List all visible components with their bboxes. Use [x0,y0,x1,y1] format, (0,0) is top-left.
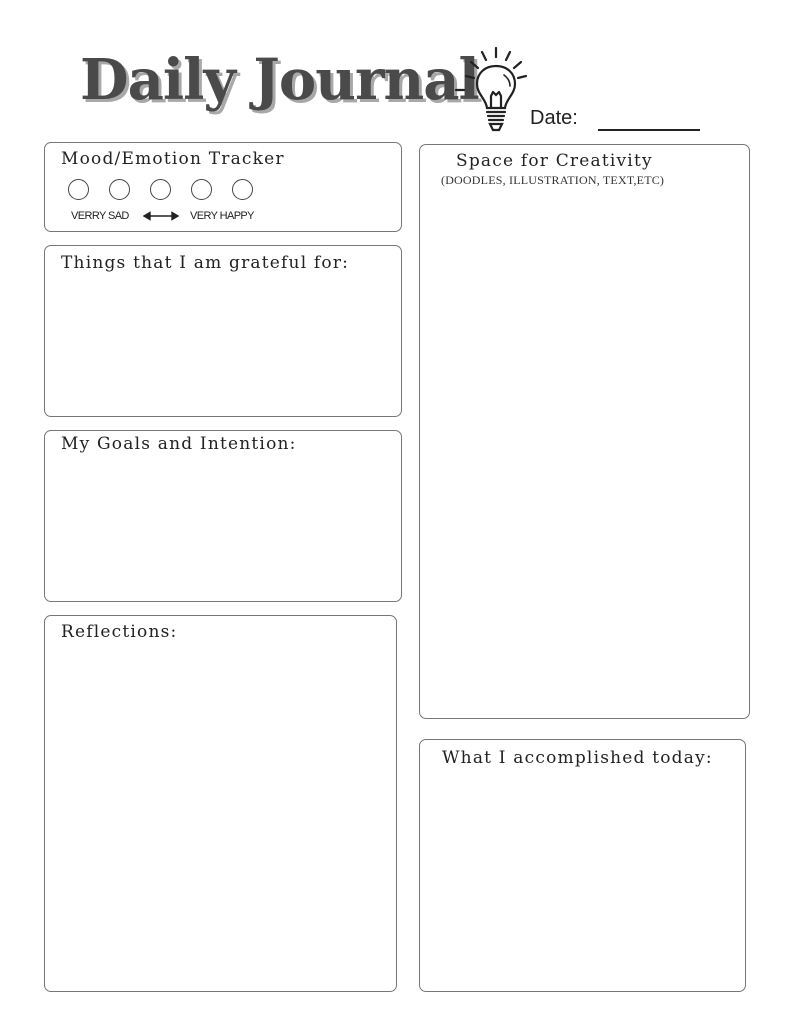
date-label: Date: [530,107,578,129]
creativity-box[interactable] [419,144,750,719]
creativity-subtitle: (DOODLES, ILLUSTRATION, TEXT,ETC) [441,173,665,187]
date-input-line[interactable] [598,129,700,131]
mood-circle-1[interactable] [68,179,89,200]
page-title: Daily Journal [80,47,479,113]
grateful-box[interactable] [44,245,402,417]
reflections-title: Reflections: [61,622,178,642]
double-arrow-icon [143,210,179,222]
mood-low-label: VERRY SAD [71,210,129,222]
mood-tracker-title: Mood/Emotion Tracker [61,149,285,169]
grateful-title: Things that I am grateful for: [61,253,350,273]
accomplished-box[interactable] [419,739,746,992]
mood-circle-5[interactable] [232,179,253,200]
creativity-title: Space for Creativity [456,151,653,171]
mood-circle-3[interactable] [150,179,171,200]
accomplished-title: What I accomplished today: [442,748,713,768]
goals-box[interactable] [44,430,402,602]
mood-tracker-box [44,142,402,232]
mood-high-label: VERY HAPPY [190,210,254,222]
goals-title: My Goals and Intention: [61,434,297,454]
mood-circle-2[interactable] [109,179,130,200]
reflections-box[interactable] [44,615,397,992]
mood-circle-4[interactable] [191,179,212,200]
